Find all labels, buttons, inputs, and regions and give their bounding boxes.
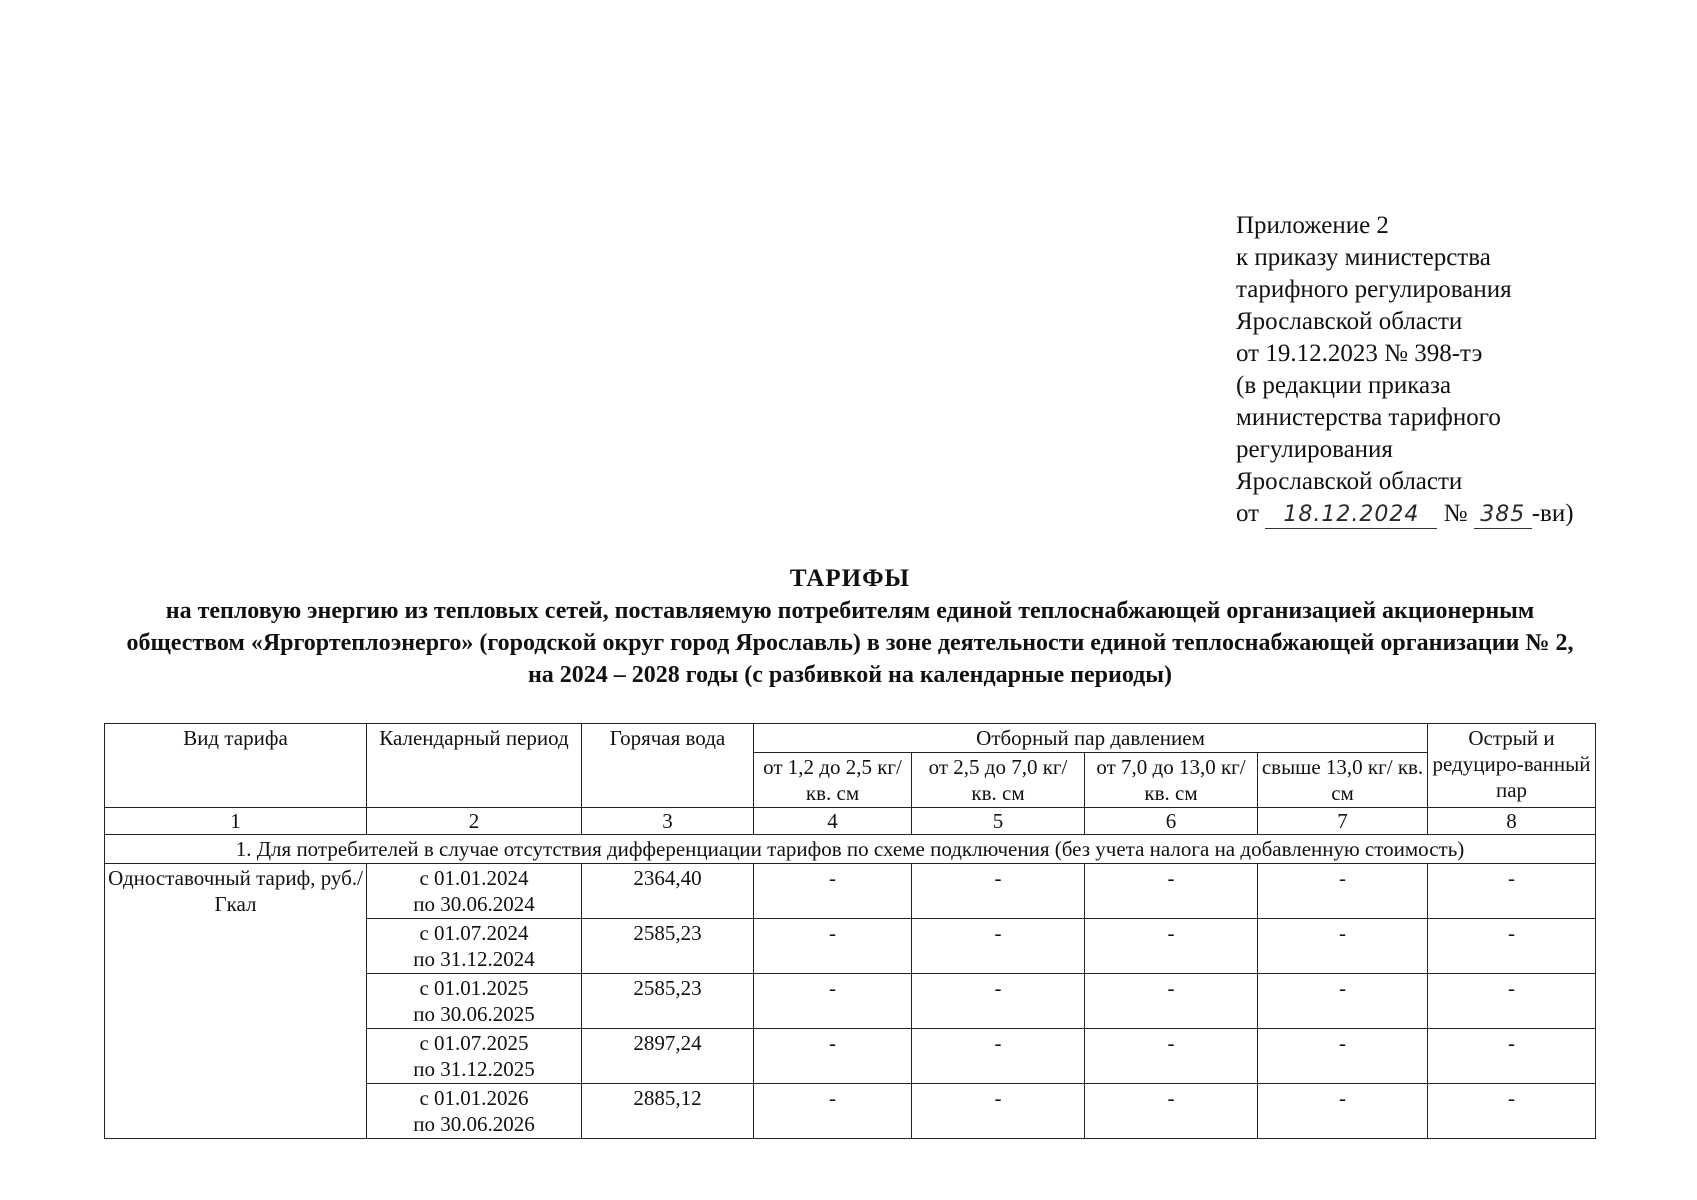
appendix-last-line [1236, 498, 1574, 530]
appendix-line: к приказу министерства [1236, 244, 1491, 271]
value-cell: - [1428, 864, 1596, 919]
hot-water-value: 2364,40 [582, 864, 754, 919]
appendix-line: от 19.12.2023 № 398-тэ [1236, 340, 1483, 367]
value-cell: - [1258, 974, 1428, 1029]
appendix-suffix: -ви) [1531, 500, 1574, 527]
appendix-line: Ярославской области [1236, 308, 1463, 335]
period-cell [367, 864, 582, 919]
header-steam-1: от 1,2 до 2,5 кг/ кв. см [754, 753, 912, 808]
value-cell: - [1085, 1084, 1258, 1139]
period-cell [367, 919, 582, 974]
section-title: 1. Для потребителей в случае отсутствия дифференциации тарифов по схеме подключения (без учета налога на добавленную стоимость) [105, 835, 1596, 864]
appendix-line: Ярославской области [1236, 468, 1463, 495]
value-cell: - [1258, 1084, 1428, 1139]
period-from: с 01.01.2024 [419, 866, 529, 890]
value-cell: - [754, 1084, 912, 1139]
period-cell [367, 1084, 582, 1139]
period-from: с 01.07.2025 [419, 1031, 529, 1055]
column-number: 1 [105, 808, 367, 835]
header-hot-water: Горячая вода [582, 724, 754, 808]
period-from: с 01.07.2024 [419, 921, 529, 945]
appendix-line: регулирования [1236, 436, 1393, 463]
value-cell: - [1428, 974, 1596, 1029]
title-heading: ТАРИФЫ [789, 565, 911, 592]
appendix-line: тарифного регулирования [1236, 276, 1512, 303]
period-from: с 01.01.2025 [419, 976, 529, 1000]
value-cell: - [1258, 1029, 1428, 1084]
value-cell: - [1428, 919, 1596, 974]
period-to: по 30.06.2024 [413, 892, 535, 916]
hot-water-value: 2897,24 [582, 1029, 754, 1084]
appendix-line: министерства тарифного [1236, 404, 1501, 431]
column-number: 3 [582, 808, 754, 835]
title-subtitle: на тепловую энергию из тепловых сетей, поставляемую потребителям единой теплоснабжающей организацией акционерным обществом «Яргортеплоэнерго» (городской округ город Ярославль) в зоне деятельности единой теплоснабжающей организации № 2, на 2024 – 2028 годы (с разбивкой на календарные периоды) [126, 598, 1574, 688]
period-from: с 01.01.2026 [419, 1086, 529, 1110]
period-cell [367, 1029, 582, 1084]
header-steam-2: от 2,5 до 7,0 кг/ кв. см [912, 753, 1085, 808]
value-cell: - [754, 1029, 912, 1084]
value-cell: - [1258, 919, 1428, 974]
number-sign: № [1443, 500, 1468, 527]
period-cell [367, 974, 582, 1029]
handwritten-date: 18.12.2024 [1265, 502, 1437, 529]
header-steam-group: Отборный пар давлением [754, 724, 1428, 753]
value-cell: - [912, 864, 1085, 919]
header-row [105, 724, 1596, 753]
value-cell: - [912, 974, 1085, 1029]
column-number: 5 [912, 808, 1085, 835]
header-steam-3: от 7,0 до 13,0 кг/ кв. см [1085, 753, 1258, 808]
column-number: 6 [1085, 808, 1258, 835]
value-cell: - [1428, 1029, 1596, 1084]
hot-water-value: 2585,23 [582, 974, 754, 1029]
value-cell: - [1428, 1084, 1596, 1139]
value-cell: - [754, 974, 912, 1029]
appendix-line: (в редакции приказа [1236, 372, 1452, 399]
value-cell: - [1258, 864, 1428, 919]
column-number: 4 [754, 808, 912, 835]
column-number-row [105, 808, 1596, 835]
value-cell: - [1085, 974, 1258, 1029]
column-number: 8 [1428, 808, 1596, 835]
tariff-table [104, 723, 1596, 1139]
table-row [105, 864, 1596, 919]
period-to: по 30.06.2025 [413, 1002, 535, 1026]
document-title [100, 563, 1600, 691]
value-cell: - [754, 919, 912, 974]
header-sharp-steam: Острый и редуциро-ванный пар [1428, 724, 1596, 808]
section-row [105, 835, 1596, 864]
header-steam-4: свыше 13,0 кг/ кв. см [1258, 753, 1428, 808]
tariff-name: Одноставочный тариф, руб./Гкал [105, 864, 367, 1139]
header-period: Календарный период [367, 724, 582, 808]
period-to: по 31.12.2025 [413, 1057, 535, 1081]
hot-water-value: 2585,23 [582, 919, 754, 974]
value-cell: - [912, 1084, 1085, 1139]
column-number: 7 [1258, 808, 1428, 835]
value-cell: - [754, 864, 912, 919]
appendix-line: Приложение 2 [1236, 212, 1389, 239]
value-cell: - [912, 919, 1085, 974]
value-cell: - [1085, 864, 1258, 919]
period-to: по 30.06.2026 [413, 1112, 535, 1136]
appendix-block [1236, 210, 1574, 530]
column-number: 2 [367, 808, 582, 835]
hot-water-value: 2885,12 [582, 1084, 754, 1139]
header-tariff-type: Вид тарифа [105, 724, 367, 808]
appendix-prefix: от [1236, 500, 1260, 527]
value-cell: - [912, 1029, 1085, 1084]
period-to: по 31.12.2024 [413, 947, 535, 971]
value-cell: - [1085, 919, 1258, 974]
handwritten-number: 385 [1474, 502, 1532, 529]
value-cell: - [1085, 1029, 1258, 1084]
